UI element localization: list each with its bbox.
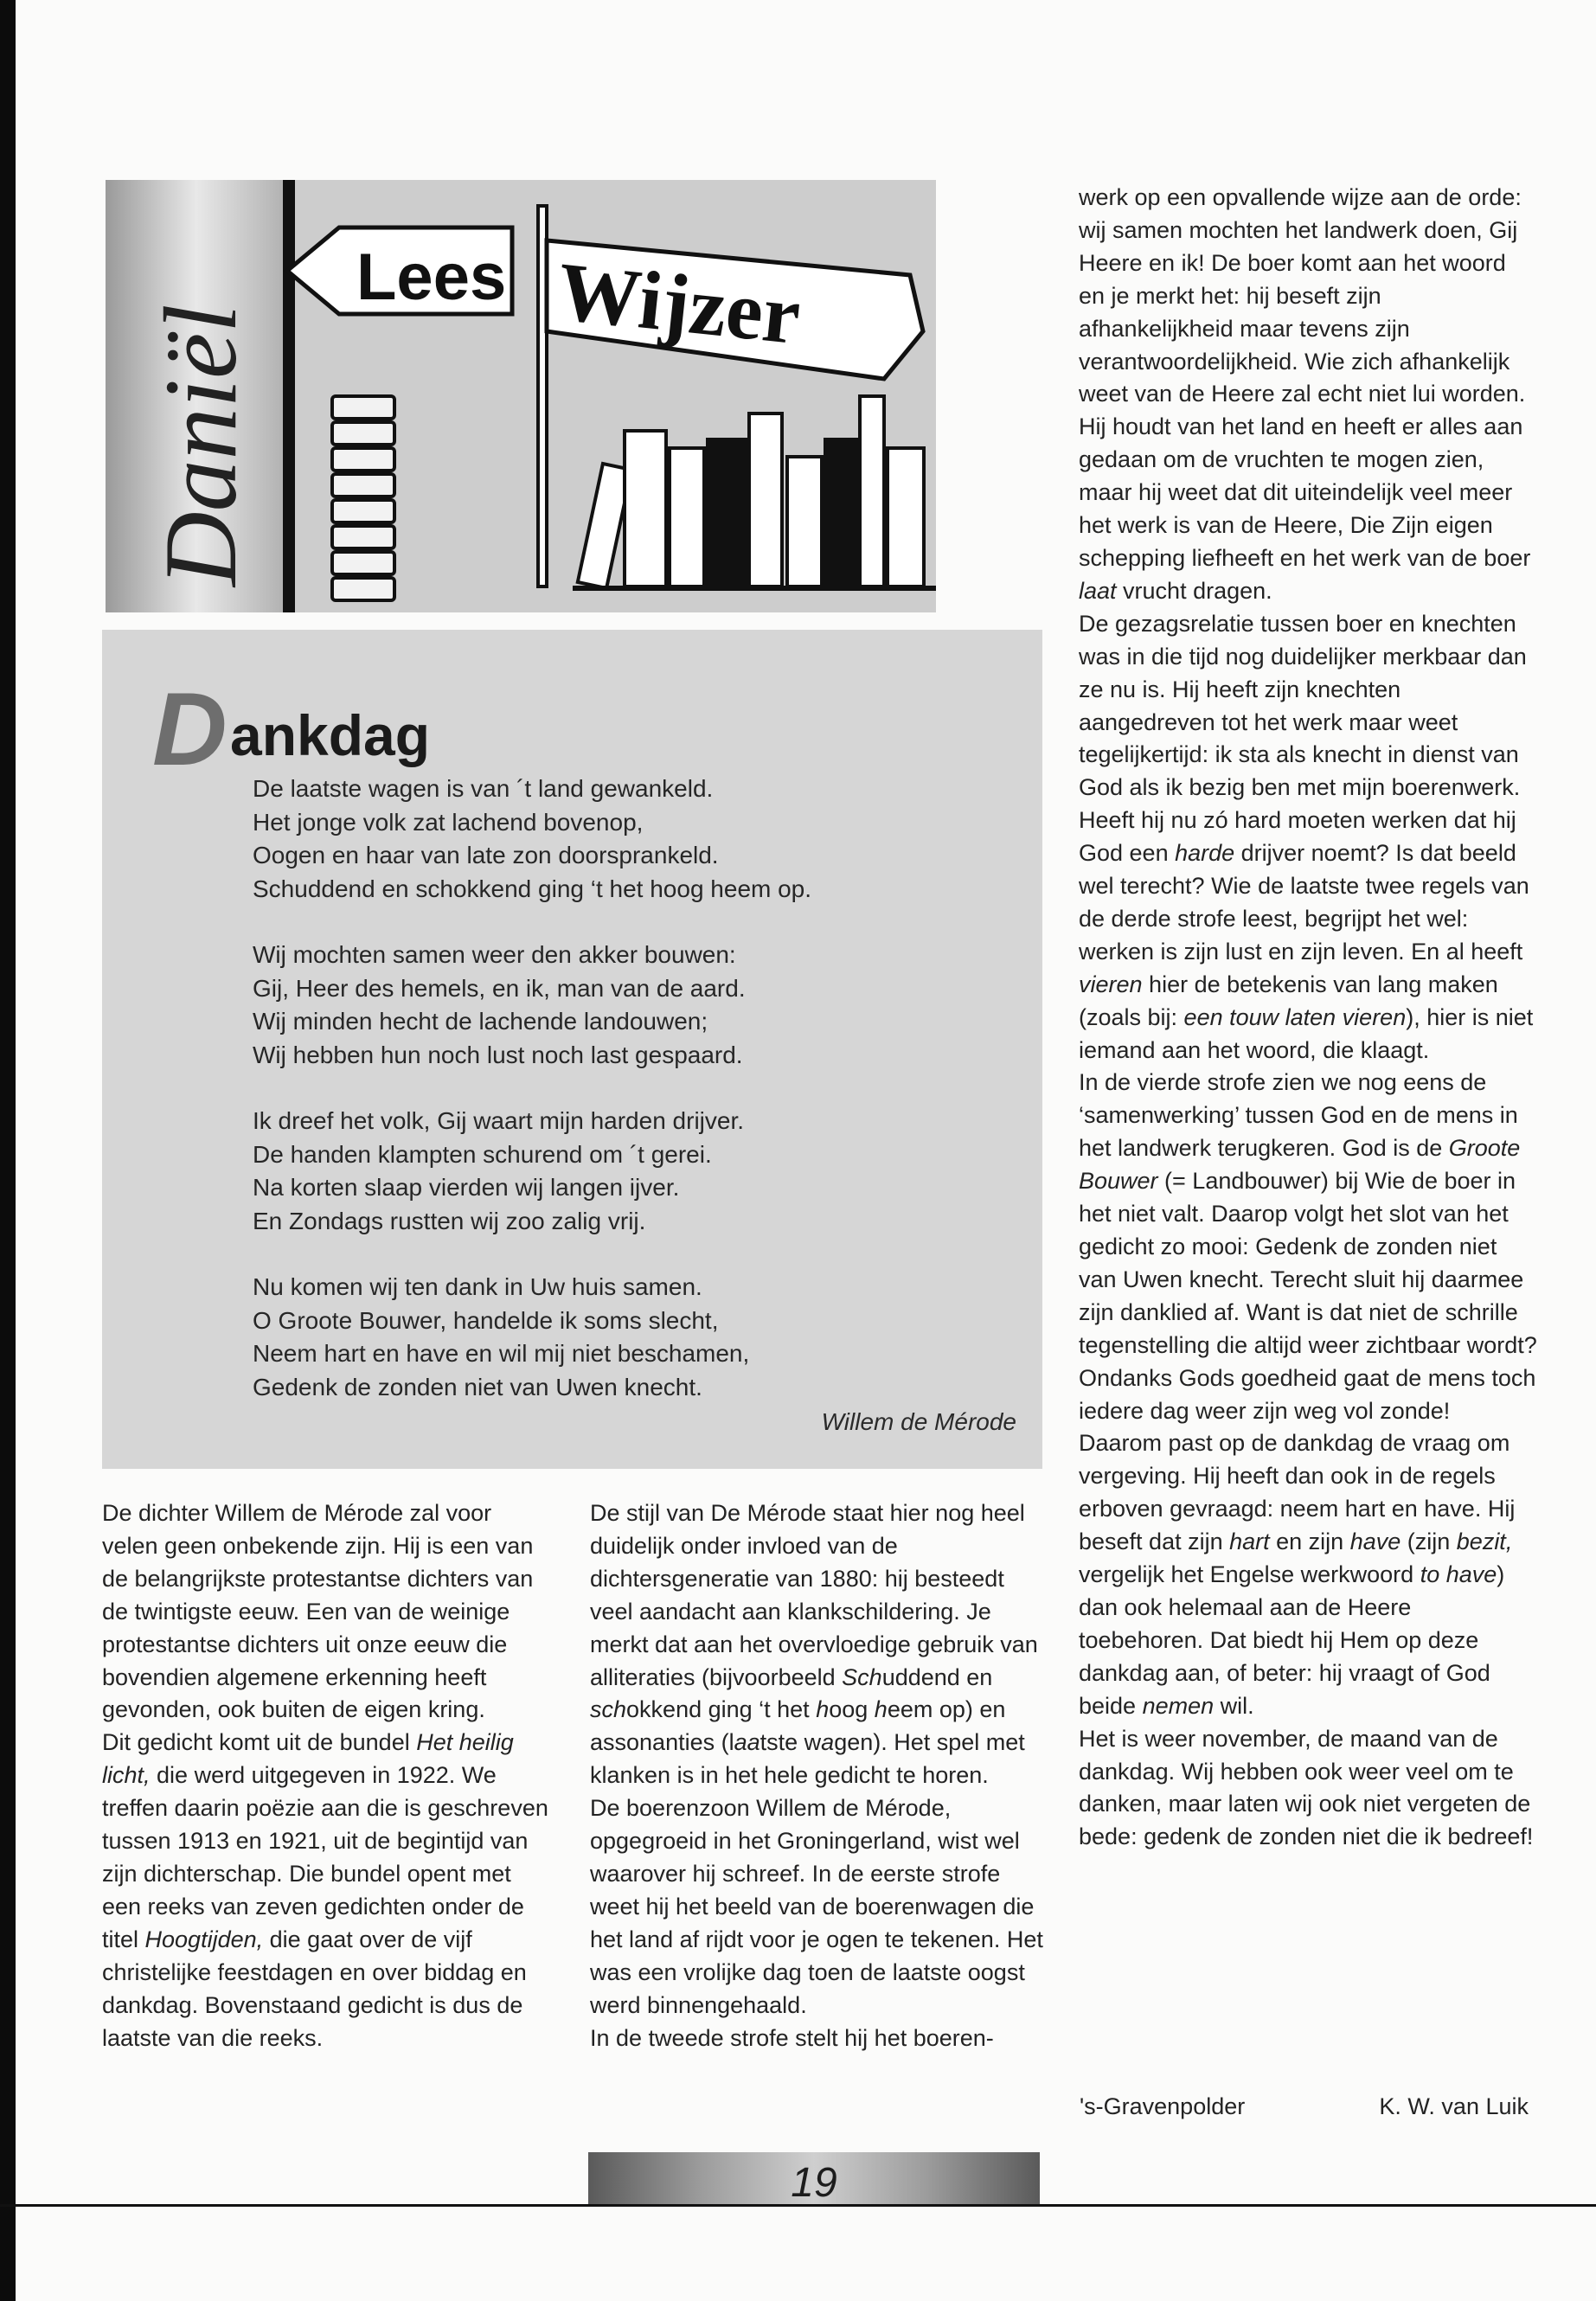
poem-stanzas bbox=[253, 772, 1005, 1437]
title-dropcap: D bbox=[152, 671, 228, 787]
stacked-books-icon bbox=[332, 396, 394, 600]
poem-line: De handen klampten schurend om ´t gerei. bbox=[253, 1140, 712, 1168]
poem-line: De laatste wagen is van ´t land gewankeld. bbox=[253, 775, 714, 802]
poem-line: Gedenk de zonden niet van Uwen knecht. bbox=[253, 1373, 702, 1400]
page-number-bar bbox=[588, 2152, 1040, 2204]
poem-line: En Zondags rustten wij zoo zalig vrij. bbox=[253, 1207, 646, 1234]
paragraph: In de vierde strofe zien we nog eens de ‘samenwerking’ tussen God en de mens in het landwerk terugkeren. God is de Groote Bouwer (= Landbouwer) bij Wie de boer in het niet valt. Daarop volgt het slot van het gedicht zo mooi: Gedenk de zonden niet van Uwen knecht. Terecht sluit hij daarmee zijn danklied af. Want is dat niet de schrille tegenstelling die altijd weer zichtbaar wordt? Ondanks Gods goedheid gaat de mens toch iedere dag weer zijn weg vol zonde! Daarom past op de dankdag de vraag om vergeving. Hij heeft dan ook in de regels erboven gevraagd: neem hart en have. Hij beseft dat zijn hart en zijn have (zijn bezit, vergelijk het Engelse werkwoord to have) dan ook helemaal aan de Heere toebehoren. Dat biedt hij Hem op deze dankdag aan, of beter: hij vraagt of God beide nemen wil. bbox=[1079, 1069, 1537, 1719]
poem-line: Na korten slaap vierden wij langen ijver. bbox=[253, 1174, 680, 1201]
paragraph: werk op een opvallende wijze aan de orde: wij samen mochten het landwerk doen, Gij Heere en ik! De boer komt aan het woord en je merkt het: hij beseft zijn afhankelijkheid maar tevens zijn verantwoordelijkheid. Wie zich afhankelijk weet van de Heere zal echt niet lui worden. Hij houdt van het land en heeft er alles aan gedaan om de vruchten te mogen zien, maar hij weet dat dit uiteindelijk veel meer het werk is van de Heere, Die Zijn eigen schepping liefheeft en het werk van de boer laat vrucht dragen. bbox=[1079, 184, 1531, 604]
paragraph: In de tweede strofe stelt hij het boeren- bbox=[590, 2024, 994, 2051]
signature-name: K. W. van Luik bbox=[1379, 2093, 1529, 2119]
stanza bbox=[253, 939, 1005, 1072]
stanza bbox=[253, 772, 1005, 906]
poem-line: Ik dreef het volk, Gij waart mijn harden drijver. bbox=[253, 1107, 745, 1134]
paragraph: De boerenzoon Willem de Mérode, opgegroeid in het Groningerland, wist wel waarover hij schreef. In de eerste strofe weet hij het beeld van de boerenwagen die het land af rijdt voor je ogen te tekenen. Het was een vrolijke dag toen de laatste oogst werd binnengehaald. bbox=[590, 1795, 1043, 2018]
poem-line: Neem hart en have en wil mij niet beschamen, bbox=[253, 1340, 750, 1367]
poem-line: Wij mochten samen weer den akker bouwen: bbox=[253, 941, 736, 968]
paragraph: De stijl van De Mérode staat hier nog heel duidelijk onder invloed van de dichtersgeneratie van 1880: hij besteedt veel aandacht aan klankschildering. Je merkt dat aan het overvloedige gebruik van alliteraties (bijvoorbeeld Schuddend en schokkend ging ‘t het hoog heem op) en assonanties (laatste wagen). Het spel met klanken is in het hele gedicht te horen. bbox=[590, 1500, 1038, 1789]
poem-line: Wij hebben hun noch lust noch last gespaard. bbox=[253, 1041, 743, 1068]
title-text: ankdag bbox=[230, 703, 431, 767]
poem-box bbox=[102, 630, 1042, 1469]
article-column-middle bbox=[590, 1497, 1048, 2054]
poem-line: Oogen en haar van late zon doorsprankeld. bbox=[253, 842, 719, 868]
poem-line: Nu komen wij ten dank in Uw huis samen. bbox=[253, 1273, 702, 1300]
article-column-right bbox=[1079, 182, 1537, 1854]
banner-illustration bbox=[106, 180, 936, 612]
signature-place: 's-Gravenpolder bbox=[1080, 2093, 1246, 2119]
poem-line: Het jonge volk zat lachend bovenop, bbox=[253, 808, 644, 836]
paragraph: Dit gedicht komt uit de bundel Het heilig licht, die werd uitgegeven in 1922. We treffen daarin poëzie aan die is geschreven tussen 1913 en 1921, uit de begintijd van zijn dichterschap. Die bundel opent met een reeks van zeven gedichten onder de titel Hoogtijden, die gaat over de vijf christelijke feestdagen en over biddag en dankdag. Bovenstaand gedicht is dus de laatste van die reeks. bbox=[102, 1729, 548, 2051]
stanza bbox=[253, 1105, 1005, 1238]
poem-line: Gij, Heer des hemels, en ik, man van de aard. bbox=[253, 974, 746, 1002]
paragraph: De dichter Willem de Mérode zal voor velen geen onbekende zijn. Hij is een van de belangrijkste protestantse dichters van de twintigste eeuw. Een van de weinige protestantse dichters uit onze eeuw die bovendien algemene erkenning heeft gevonden, ook buiten de eigen kring. bbox=[102, 1500, 534, 1723]
poem-line: O Groote Bouwer, handelde ik soms slecht, bbox=[253, 1306, 719, 1334]
paragraph: De gezagsrelatie tussen boer en knechten was in die tijd nog duidelijker merkbaar dan ze nu is. Hij heeft zijn knechten aangedreven tot het werk maar weet tegelijkertijd: ik sta als knecht in dienst van God als ik bezig ben met mijn boerenwerk. Heeft hij nu zó hard moeten werken dat hij God een harde drijver noemt? Is dat beeld wel terecht? Wie de laatste twee regels van de derde strofe leest, begrijpt het wel: werken is zijn lust en zijn leven. En al heeft vieren hier de betekenis van lang maken (zoals bij: een touw laten vieren), hier is niet iemand aan het woord, die klaagt. bbox=[1079, 610, 1534, 1063]
sign-lees: Lees bbox=[356, 240, 507, 314]
stanza bbox=[253, 1271, 1005, 1404]
poem-line: Wij minden hecht de lachende landouwen; bbox=[253, 1008, 708, 1035]
daniel-logo: Daniël bbox=[143, 304, 258, 586]
poem-author: Willem de Mérode bbox=[821, 1408, 1016, 1435]
article-column-left bbox=[102, 1497, 552, 2054]
sign-wijzer: Wijzer bbox=[553, 244, 805, 362]
lees-wijzer-banner bbox=[106, 180, 936, 612]
paragraph: Het is weer november, de maand van de dankdag. Wij hebben ook weer veel om te danken, maar laten wij ook niet vergeten de bede: gedenk de zonden niet die ik bedreef! bbox=[1079, 1725, 1534, 1850]
poem-line: Schuddend en schokkend ging ‘t het hoog heem op. bbox=[253, 875, 812, 902]
page-number: 19 bbox=[791, 2160, 837, 2206]
scan-edge bbox=[0, 0, 16, 2301]
